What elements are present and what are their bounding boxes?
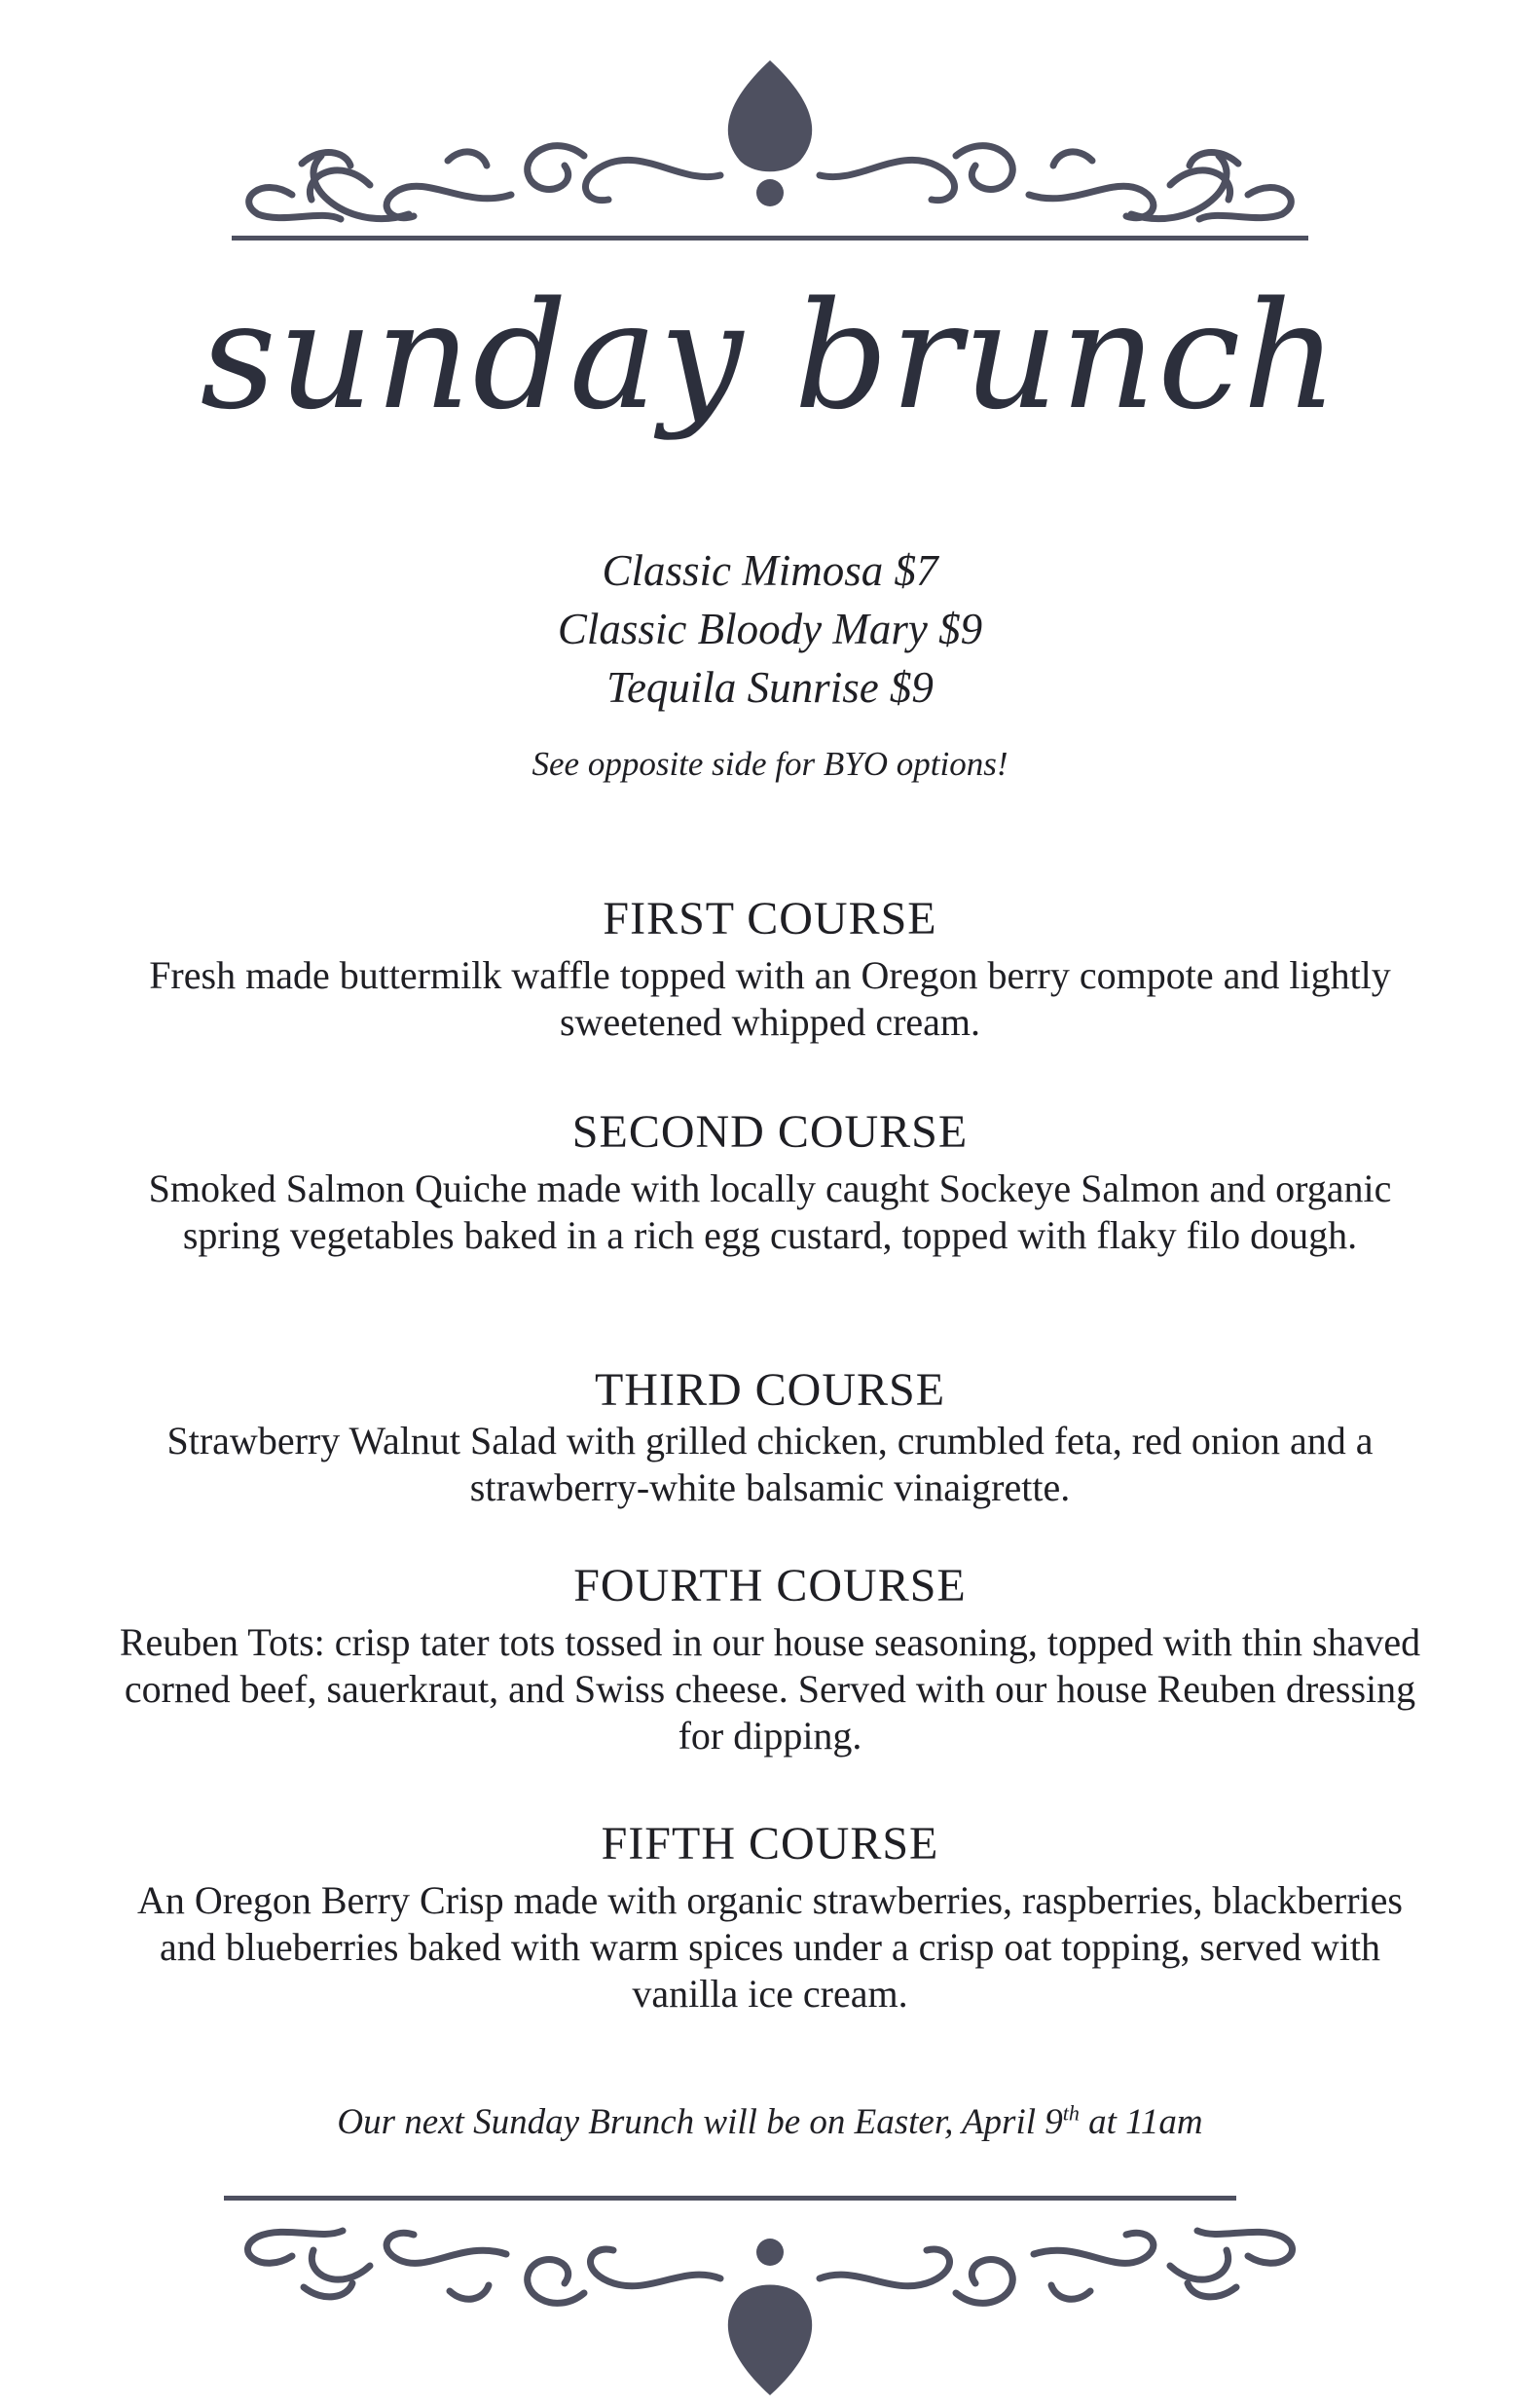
menu-title: sunday brunch (200, 270, 1340, 442)
course-description: An Oregon Berry Crisp made with organic strawberries, raspberries, blackberries and blueberries baked with warm spices under a crisp oat topping, served with vanilla ice cream. (137, 1878, 1403, 2016)
drink-item: Classic Mimosa $7 (602, 546, 938, 595)
top-scroll-ornament-icon (0, 39, 1540, 253)
course-description: Reuben Tots: crisp tater tots tossed in our house seasoning, topped with thin shaved corned beef, sauerkraut, and Swiss cheese. Served with our house Reuben dressing for dipping. (119, 1620, 1421, 1758)
course-description: Smoked Salmon Quiche made with locally caught Sockeye Salmon and organic spring vegetables baked in a rich egg custard, topped with flaky filo dough. (148, 1166, 1392, 1257)
course-section (68, 1363, 1472, 1511)
drink-item: Classic Bloody Mary $9 (557, 605, 983, 653)
course-heading: SECOND COURSE (571, 1106, 969, 1158)
course-section (68, 1817, 1472, 2017)
course-description: Fresh made buttermilk waffle topped with an Oregon berry compote and lightly sweetened whipped cream. (149, 953, 1391, 1044)
byo-note: See opposite side for BYO options! (532, 745, 1008, 783)
drinks-list (0, 541, 1540, 717)
course-section (68, 1105, 1472, 1259)
ordinal-suffix: th (1062, 2100, 1080, 2126)
bottom-scroll-ornament-icon (0, 2186, 1540, 2400)
next-brunch-time: at 11am (1079, 2102, 1203, 2142)
next-brunch-note (0, 2101, 1540, 2144)
course-description: Strawberry Walnut Salad with grilled chicken, crumbled feta, red onion and a strawberry-white balsamic vinaigrette. (166, 1419, 1374, 1509)
course-heading: FIRST COURSE (603, 893, 937, 944)
course-heading: FIFTH COURSE (601, 1818, 939, 1869)
next-brunch-text: Our next Sunday Brunch will be on Easter, April 9 (337, 2102, 1063, 2142)
course-section (68, 892, 1472, 1046)
course-heading: FOURTH COURSE (573, 1560, 967, 1611)
drink-item: Tequila Sunrise $9 (606, 663, 934, 712)
course-section (68, 1559, 1472, 1759)
course-heading: THIRD COURSE (594, 1364, 946, 1416)
